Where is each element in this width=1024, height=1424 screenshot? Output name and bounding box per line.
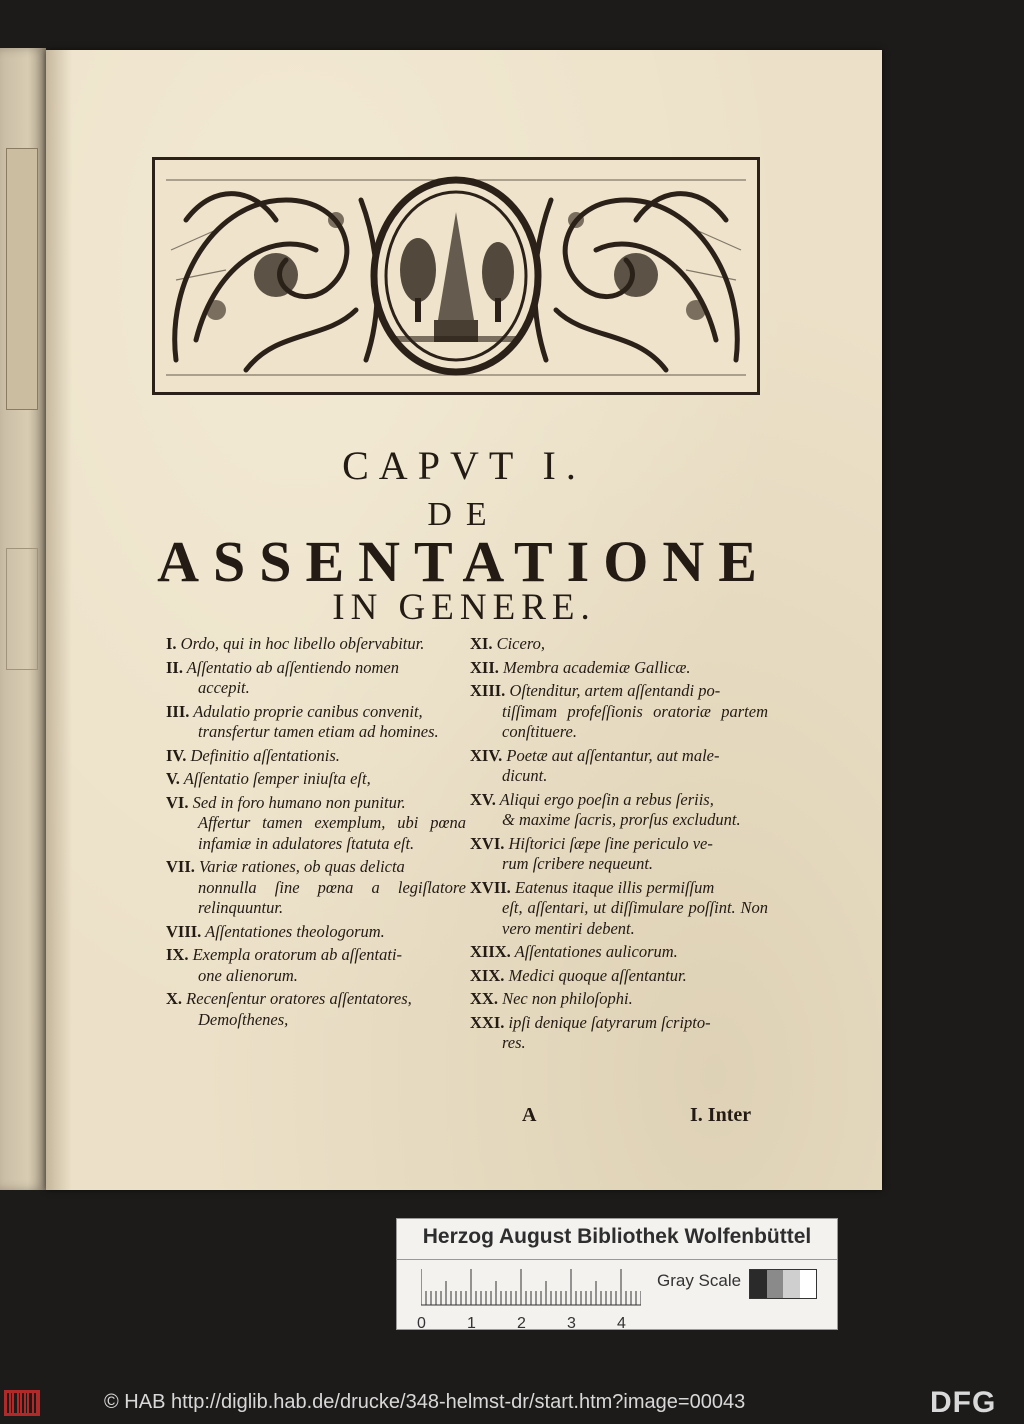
entry-first-line xyxy=(470,966,768,987)
entry-first-line xyxy=(166,989,466,1010)
entry-number: XV. xyxy=(470,789,496,809)
entry-number: XVII. xyxy=(470,877,511,897)
card-divider xyxy=(397,1259,837,1260)
entry-continuation: & maxime ſacris, prorſus excludunt. xyxy=(502,810,741,829)
contents-entry xyxy=(166,769,466,790)
entry-first-line xyxy=(470,834,768,855)
contents-entry xyxy=(470,966,768,987)
entry-text: Eatenus itaque illis permiſſum xyxy=(514,877,715,897)
entry-first-line xyxy=(166,922,466,943)
entry-text: Exempla oratorum ab aſſentati- xyxy=(192,945,403,964)
entry-first-line xyxy=(166,945,466,966)
gray-scale-swatch xyxy=(749,1269,817,1299)
swatch-cell xyxy=(750,1270,767,1298)
gray-scale-label: Gray Scale xyxy=(657,1271,742,1290)
entry-first-line xyxy=(470,1013,768,1034)
entry-first-line xyxy=(470,746,768,767)
entry-first-line xyxy=(470,658,768,679)
entry-first-line xyxy=(166,702,466,723)
contents-entry xyxy=(470,989,768,1010)
entry-continuation: Demoſthenes, xyxy=(198,1009,289,1029)
entry-number: IV. xyxy=(166,745,187,765)
contents-entry xyxy=(470,1013,768,1054)
entry-number: I. xyxy=(166,634,177,653)
contents-entry xyxy=(166,945,466,986)
catchword: I. Inter xyxy=(690,1104,752,1126)
entry-number: XXI. xyxy=(470,1012,505,1032)
contents-entry xyxy=(166,793,466,855)
entry-number: XX. xyxy=(470,989,498,1008)
entry-text: Aſſentationes theologorum. xyxy=(205,921,385,941)
entry-first-line xyxy=(166,746,466,767)
contents-entry xyxy=(470,658,768,679)
entry-text: Nec non philoſophi. xyxy=(502,989,633,1008)
entry-first-line xyxy=(166,769,466,790)
entry-number: XIX. xyxy=(470,965,505,985)
contents-entry xyxy=(166,658,466,699)
entry-continuation: nonnulla ſine pœna a legiſlatore relinquuntur. xyxy=(198,877,466,917)
library-name: Herzog August Bibliothek Wolfenbüttel xyxy=(422,1225,812,1248)
entry-number: XIV. xyxy=(470,745,503,765)
entry-number: XI. xyxy=(470,634,493,653)
ruler-scale xyxy=(421,1265,641,1309)
entry-text: Definitio aſſentationis. xyxy=(190,745,340,765)
entry-number: IX. xyxy=(166,945,189,964)
entry-number: III. xyxy=(166,701,190,721)
contents-entry xyxy=(470,834,768,875)
contents-entry xyxy=(166,922,466,943)
ruler-icon xyxy=(421,1265,641,1309)
entry-number: VI. xyxy=(166,792,189,812)
barcode-icon xyxy=(4,1390,40,1416)
entry-first-line xyxy=(470,634,768,655)
signature-mark: A xyxy=(522,1104,537,1126)
contents-entry xyxy=(470,942,768,963)
entry-continuation: transfertur tamen etiam ad homines. xyxy=(198,722,439,741)
contents-entry xyxy=(166,634,466,655)
entry-continuation: dicunt. xyxy=(502,766,548,785)
contents-entry xyxy=(470,681,768,743)
woodcut-headpiece xyxy=(152,157,760,395)
entry-text: Oſtenditur, artem aſſentandi po- xyxy=(509,681,721,700)
swatch-cell xyxy=(767,1270,784,1298)
entry-continuation: one alienorum. xyxy=(198,965,298,985)
entry-number: VIII. xyxy=(166,921,202,941)
entry-text: Aſſentatio ab aſſentiendo nomen xyxy=(186,657,399,677)
footer-credit-link[interactable]: © HAB http://diglib.hab.de/drucke/348-helmst-dr/start.htm?image=00043 xyxy=(104,1391,746,1413)
swatch-cell xyxy=(783,1270,800,1298)
entry-first-line xyxy=(166,793,466,814)
entry-first-line xyxy=(470,681,768,702)
entry-text: Hiſtorici ſæpe ſine periculo ve- xyxy=(508,833,713,853)
entry-text: Variæ rationes, ob quas delicta xyxy=(199,857,405,876)
chapter-subtitle-de: DE xyxy=(427,496,501,533)
entry-number: X. xyxy=(166,989,183,1008)
entry-number: XIII. xyxy=(470,681,506,700)
entry-number: XII. xyxy=(470,657,499,677)
chapter-subject-qualifier: IN GENERE. xyxy=(332,587,596,628)
entry-number: XVI. xyxy=(470,833,505,853)
entry-text: Medici quoque aſſentantur. xyxy=(508,965,687,985)
contents-entry xyxy=(470,878,768,940)
entry-first-line xyxy=(470,878,768,899)
entry-first-line xyxy=(166,857,466,878)
left-page-ornament xyxy=(6,148,38,410)
ruler-number: 3 xyxy=(567,1315,576,1332)
entry-text: Adulatio proprie canibus convenit, xyxy=(193,701,423,721)
entry-first-line xyxy=(166,634,466,655)
entry-first-line xyxy=(470,942,768,963)
contents-entry xyxy=(470,790,768,831)
entry-number: II. xyxy=(166,657,183,677)
entry-continuation: rum ſcribere nequeunt. xyxy=(502,854,654,873)
entry-text: ipſi denique ſatyrarum ſcripto- xyxy=(508,1012,711,1032)
entry-first-line xyxy=(166,658,466,679)
entry-continuation: tiſſimam profeſſionis oratoriæ partem conſtituere. xyxy=(502,701,768,741)
entry-first-line xyxy=(470,790,768,811)
entry-text: Membra academiæ Gallicæ. xyxy=(503,657,691,677)
footer-bar xyxy=(0,1380,1024,1424)
entry-text: Ordo, qui in hoc libello obſervabitur. xyxy=(180,634,425,653)
entry-text: Sed in foro humano non punitur. xyxy=(192,792,406,812)
chapter-title: CAPVT I. xyxy=(342,443,586,488)
contents-entry xyxy=(166,702,466,743)
entry-number: VII. xyxy=(166,857,195,876)
chapter-subject: ASSENTATIONE xyxy=(157,529,771,594)
contents-entry xyxy=(166,746,466,767)
entry-number: XIIX. xyxy=(470,942,511,961)
entry-text: Poetæ aut aſſentantur, aut male- xyxy=(506,745,720,765)
entry-text: Aſſentationes aulicorum. xyxy=(514,942,678,961)
entry-continuation: accepit. xyxy=(198,678,250,697)
book-page xyxy=(46,50,882,1190)
ornament-icon xyxy=(155,160,757,392)
swatch-cell xyxy=(800,1270,817,1298)
entry-first-line xyxy=(470,989,768,1010)
contents-entry xyxy=(166,989,466,1030)
entry-text: Recenſentur oratores aſſentatores, xyxy=(186,989,412,1008)
contents-column-left xyxy=(166,634,466,1033)
entry-number: V. xyxy=(166,769,180,788)
ruler-number: 2 xyxy=(517,1315,526,1332)
ruler-number: 1 xyxy=(467,1315,476,1332)
entry-text: Aſſentatio ſemper iniuſta eſt, xyxy=(183,769,371,788)
contents-column-right xyxy=(470,634,768,1057)
contents-entry xyxy=(166,857,466,919)
entry-text: Cicero, xyxy=(496,634,546,653)
left-page-ornament-lower xyxy=(6,548,38,670)
entry-continuation: res. xyxy=(502,1033,526,1052)
dfg-logo: DFG xyxy=(930,1386,997,1419)
entry-text: Aliqui ergo poeſin a rebus ſeriis, xyxy=(499,789,714,809)
library-color-card xyxy=(396,1218,838,1330)
ruler-number: 4 xyxy=(617,1315,626,1332)
entry-continuation: Affertur tamen exemplum, ubi pœna infamiæ in adulatores ſtatuta eſt. xyxy=(198,813,466,853)
ruler-number: 0 xyxy=(417,1315,426,1332)
entry-continuation: eſt, aſſentari, ut diſſimulare poſſint. Non vero mentiri debent. xyxy=(502,898,768,938)
contents-entry xyxy=(470,746,768,787)
left-page-edge xyxy=(0,48,46,1190)
contents-entry xyxy=(470,634,768,655)
